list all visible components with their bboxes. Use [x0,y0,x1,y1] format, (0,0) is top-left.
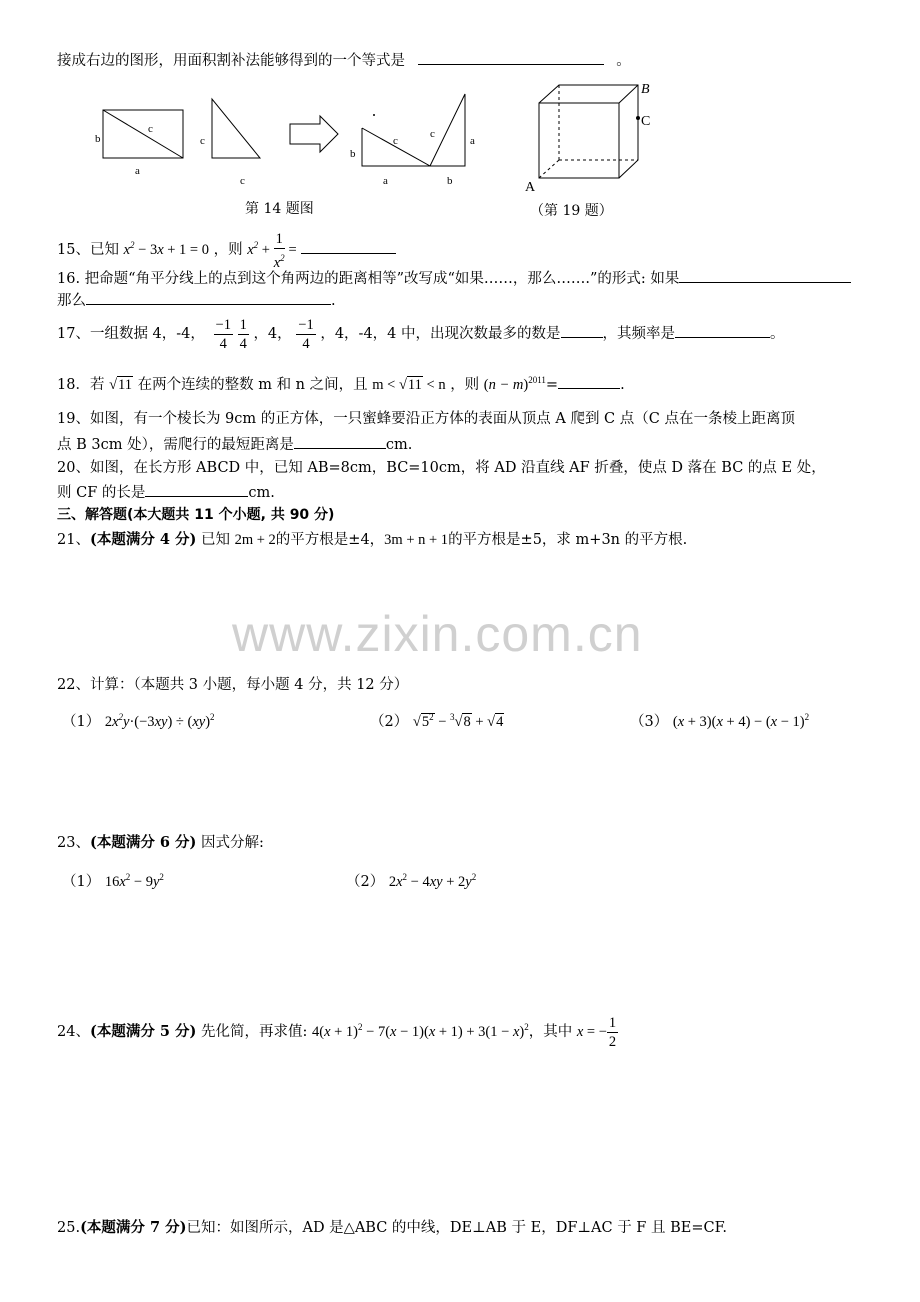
q22-p3-expr: $(x + 3)(x + 4) - (x - 1)^2$ [672,712,810,730]
fig19-label-c: C [641,114,651,129]
fig14-label-c5: c [430,128,435,140]
q16-blank-then[interactable] [86,290,331,305]
q23-text: 因式分解: [200,835,264,851]
q17-mid3: ，其频率是 [602,326,676,342]
q22-part1 [62,707,215,732]
q24-expr: $4(x + 1)^2 - 7(x - 1)(x + 1) + 3(1 - x)^2$ [311,1022,529,1040]
q15-line [57,226,396,271]
q16-tail: . [331,293,336,309]
q18-prefix: 18．若 [57,376,105,393]
q18-power: $(n - m)^{2011}$ [483,375,546,393]
q18-sqrt11: √11 [109,376,132,393]
fig14-label-a: a [135,165,140,177]
q18-mid2: ，则 [450,376,480,393]
q23-num: 23、 [57,835,90,851]
q14-line [57,50,631,71]
q25-score: (本题满分 7 分) [80,1219,187,1236]
q22-part2 [370,707,504,732]
section-3-title: 三、解答题(本大题共 11 个小题, 共 90 分) [57,507,335,523]
q24-tail: ，其中 [528,1023,573,1040]
q19-line2 [57,434,412,455]
q15-mid: ，则 [213,241,243,258]
fig19-label-a: A [525,180,536,195]
fig14-label-c: c [148,123,153,135]
q25-line [57,1218,727,1238]
q17-prefix: 17、一组数据 4，-4， [57,326,205,342]
fig14-label-b: b [95,133,101,145]
q18-answer-blank[interactable] [558,374,620,389]
q14-tail: 。 [616,53,631,69]
q22-title: 22、计算：（本题共 3 小题，每小题 4 分，共 12 分） [57,677,409,693]
q23-part1 [62,867,164,892]
q15-expression: $x^2$ + $\frac{1}{x^2}$ = [247,230,297,271]
q21-text3: 的平方根是±5，求 m+3n 的平方根. [448,532,688,548]
q18-inequality: m < √11 < n [372,376,446,393]
q14-answer-blank[interactable] [418,50,604,65]
q17-frac3: $\frac{-1}{4}$ [298,316,314,352]
fig14-label-a2: a [470,135,475,147]
fig14-label-c2: c [200,135,205,147]
fig14-label-c4: c [393,135,398,147]
q20-text2: 则 CF 的长是 [57,485,146,501]
q17-blank-mode[interactable] [561,323,603,338]
q19-tail: cm. [385,437,413,453]
q20-answer-blank[interactable] [145,482,248,497]
q14-text: 接成右边的图形，用面积割补法能够得到的一个等式是 [57,53,405,69]
q21-expr1: 2m + 2 [234,532,276,548]
q23-p2-label: （2） [346,873,385,890]
q25-text: 已知：如图所示，AD 是△ABC 的中线，DE⊥AB 于 E，DF⊥AC 于 F 且 BE=CF. [186,1220,727,1236]
q24-line [57,1008,618,1051]
q25-num: 25. [57,1220,81,1236]
q17-tail: 。 [770,326,785,342]
q18-tail: . [620,376,625,393]
q22-p1-expr: $2x^2y\cdot(-3xy) \div (xy)^2$ [104,712,215,730]
q21-num: 21、 [57,532,90,548]
q17-frac2: $\frac{1}{4}$ [239,316,247,352]
q15-answer-blank[interactable] [301,239,396,254]
q23-part2 [346,867,476,892]
fig14-label-a3: a [383,175,388,187]
q16-line2 [57,290,336,311]
q22-part3 [630,707,809,732]
q21-text1: 已知 [200,532,230,548]
q21-expr2: 3m + n + 1 [384,532,449,548]
q21-text2: 的平方根是±4， [275,532,385,548]
q21-line [57,530,687,550]
q23-p2-expr: $2x^2 - 4xy + 2y^2$ [388,872,477,890]
q19-text2: 点 B 3cm 处），需爬行的最短距离是 [57,437,294,453]
q22-p3-label: （3） [630,713,669,730]
q20-line2 [57,482,275,503]
q22-p2-expr: $√5^2 - ^3√8 + √4$ [412,712,504,730]
q19-answer-blank[interactable] [294,434,386,449]
q23-p1-expr: $16x^2 - 9y^2$ [104,872,164,890]
q16-text: 16. 把命题“角平分线上的点到这个角两边的距离相等”改写成“如果……，那么…….”的形式: 如果 [57,271,680,287]
q16-then: 那么 [57,293,86,309]
q15-equation: $x^2 - 3x + 1 = 0$ [123,240,209,258]
q16-line1 [57,268,851,289]
q22-p2-label: （2） [370,713,409,730]
q23-p1-label: （1） [62,873,101,890]
q24-score: (本题满分 5 分) [89,1022,197,1040]
q17-blank-frequency[interactable] [675,323,770,338]
fig19-caption: （第 19 题） [530,203,613,219]
q24-num: 24、 [57,1023,90,1040]
q18-mid: 在两个连续的整数 m 和 n 之间，且 [137,376,368,393]
q24-x-value: x = − $\frac{1}{2}$ [576,1015,617,1050]
q21-score: (本题满分 4 分) [89,531,197,548]
q17-line [57,315,785,353]
fig19-label-b: B [641,82,650,97]
q20-tail: cm. [248,485,275,501]
q20-line1: 20、如图，在长方形 ABCD 中，已知 AB=8cm，BC=10cm，将 AD 沿直线 AF 折叠，使点 D 落在 BC 的点 E 处， [57,460,826,476]
fig14-label-b2: b [350,148,356,160]
q23-score: (本题满分 6 分) [89,834,197,851]
q23-line [57,833,264,853]
q17-mid: ，4， [253,326,292,342]
q16-blank-if[interactable] [679,268,851,283]
fig14-label-b3: b [447,175,453,187]
q17-mid2: ，4，-4，4 中，出现次数最多的数是 [320,326,561,342]
fig14-caption: 第 14 题图 [245,201,314,217]
q19-line1: 19、如图，有一个棱长为 9cm 的正方体，一只蜜蜂要沿正方体的表面从顶点 A 爬到 C 点（C 点在一条棱上距离顶 [57,411,795,427]
figure-19-cube [520,78,660,198]
q18-line: 18．若 √11 在两个连续的整数 m 和 n 之间，且 m < √11 < n ，则 $(n - m)^{2011}=$ . [57,375,625,393]
q17-frac1: $\frac{-1}{4}$ [215,316,231,352]
fig14-label-c3: c [240,175,245,187]
q24-text: 先化简，再求值: [200,1023,308,1040]
q15-prefix: 15、已知 [57,241,119,258]
q22-p1-label: （1） [62,713,101,730]
watermark: www.zixin.com.cn [232,606,643,662]
figure-14 [90,92,490,192]
